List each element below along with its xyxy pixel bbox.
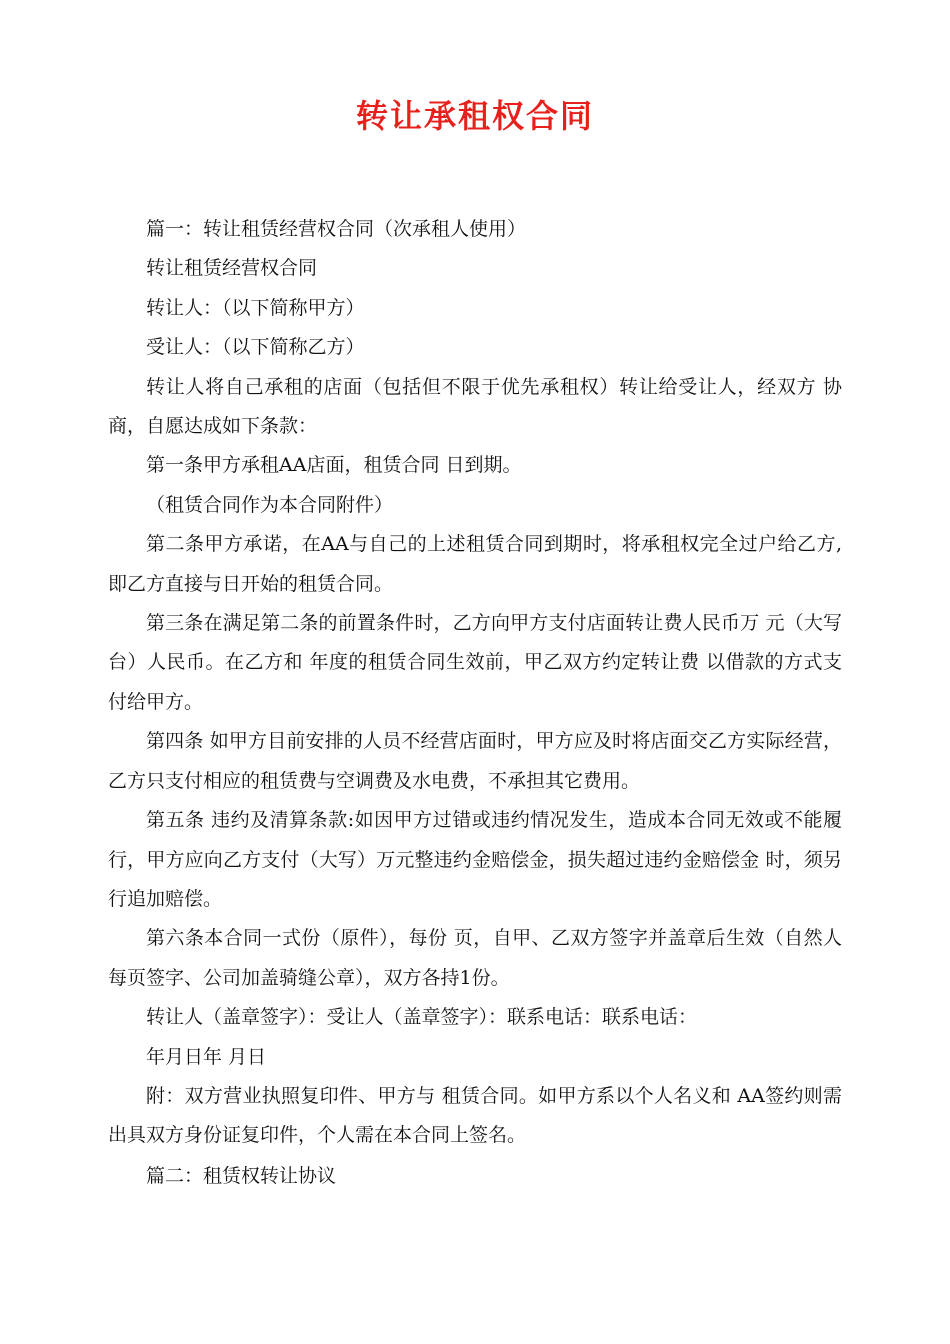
contract-subtitle: 转让租赁经营权合同	[146, 257, 318, 280]
article-six: 第六条本合同一式份（原件），每份 页，自甲、乙双方签字并盖章后生效（自然人每页签字、公司加盖骑缝公章），双方各持1份。	[108, 927, 842, 989]
article-one: 第一条甲方承租AA店面，租赁合同 日到期。	[146, 454, 522, 477]
document-body	[108, 210, 842, 1196]
signature-line: 转让人（盖章签字）：受让人（盖章签字）：联系电话：联系电话：	[146, 1006, 698, 1029]
appendix-note: 附：双方营业执照复印件、甲方与 租赁合同。如甲方系以个人名义和 AA签约则需出具双方身份证复印件，个人需在本合同上签名。	[108, 1084, 842, 1147]
date-line: 年月日年 月日	[146, 1045, 267, 1068]
transferee-line: 受让人：（以下简称乙方）	[146, 336, 365, 359]
transferor-line: 转让人：（以下简称甲方）	[146, 296, 365, 319]
document-title: 转让承租权合同	[355, 97, 594, 135]
article-four: 第四条 如甲方目前安排的人员不经营店面时，甲方应及时将店面交乙方实际经营，乙方只支付相应的租赁费与空调费及水电费，不承担其它费用。	[108, 730, 842, 792]
attachment-note: （租赁合同作为本合同附件）	[146, 493, 394, 516]
preamble-paragraph: 转让人将自己承租的店面（包括但不限于优先承租权）转让给受让人，经双方 协商，自愿达成如下条款：	[108, 375, 842, 438]
section-heading-part-one: 篇一：转让租赁经营权合同（次承租人使用）	[146, 218, 527, 240]
section-heading-part-two: 篇二：租赁权转让协议	[146, 1164, 337, 1187]
article-two: 第二条甲方承诺，在AA与自己的上述租赁合同到期时，将承租权完全过户给乙方,即乙方直接与日开始的租赁合同。	[108, 533, 842, 595]
article-five: 第五条 违约及清算条款:如因甲方过错或违约情况发生，造成本合同无效或不能履行，甲方应向乙方支付（大写）万元整违约金赔偿金，损失超过违约金赔偿金 时，须另行追加赔偿。	[108, 809, 842, 910]
article-three: 第三条在满足第二条的前置条件时，乙方向甲方支付店面转让费人民币万 元（大写台）人民币。在乙方和 年度的租赁合同生效前，甲乙双方约定转让费 以借款的方式支付给甲方。	[108, 612, 842, 713]
